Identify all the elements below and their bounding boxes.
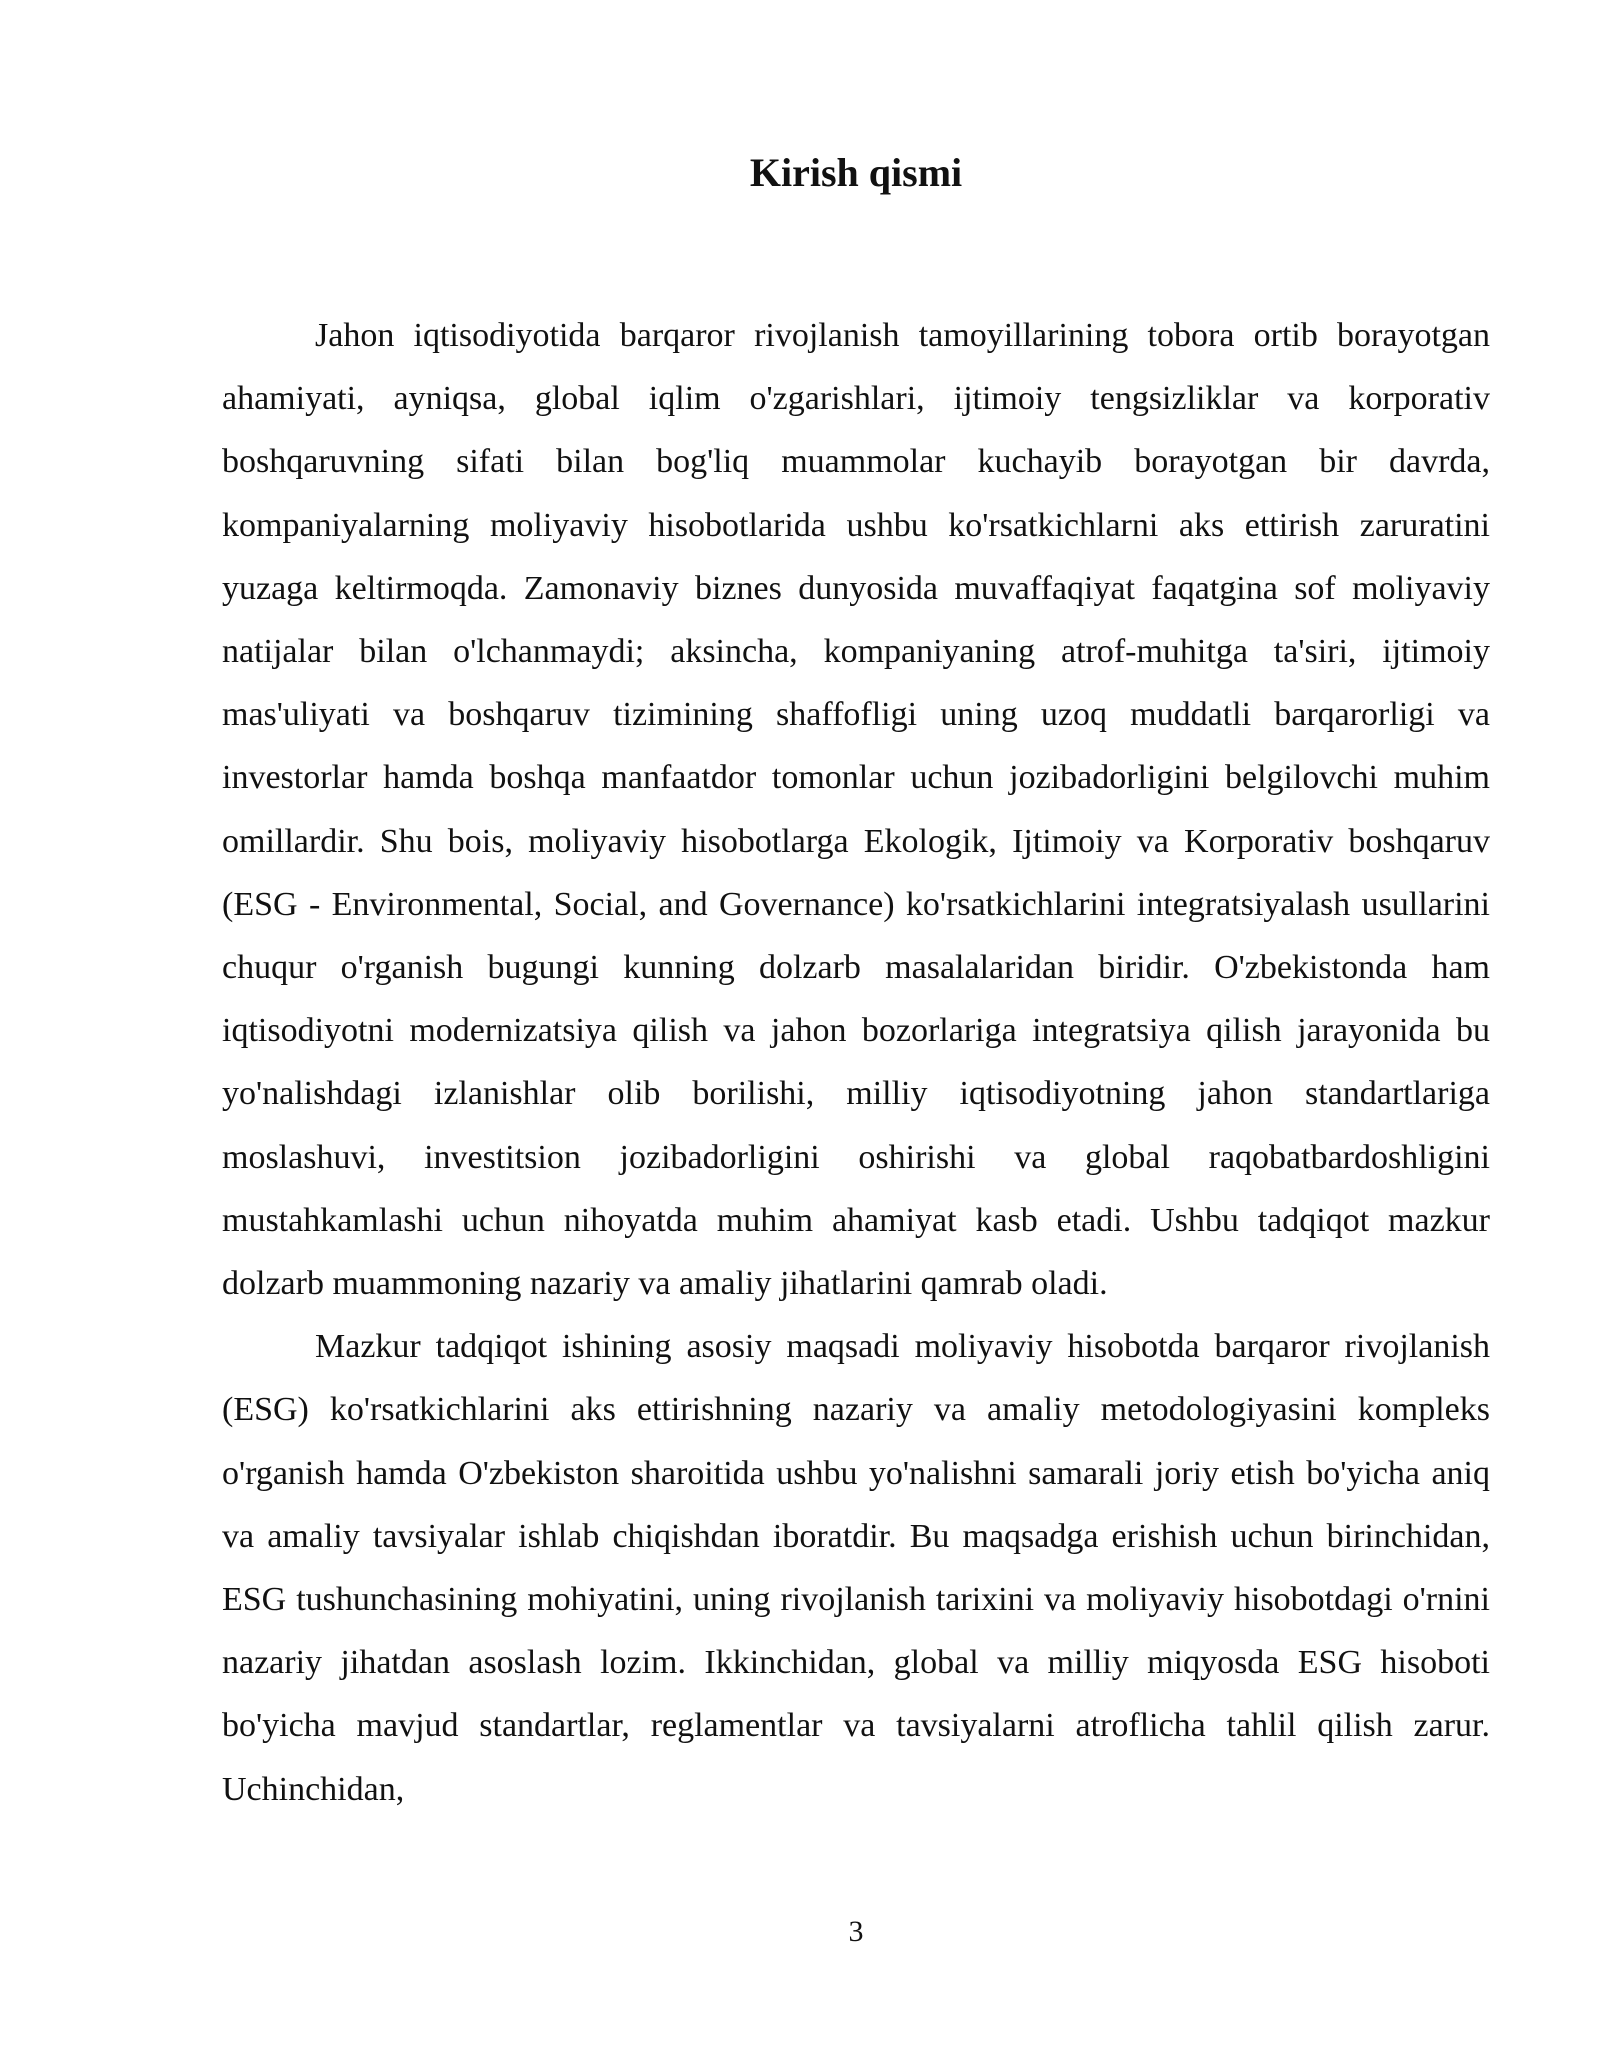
page-number: 3: [848, 1915, 864, 1948]
paragraph-aim: Mazkur tadqiqot ishining asosiy maqsadi moliyaviy hisobotda barqaror rivojlanish (ESG) ko'rsatkichlarini aks ettirishning nazariy va amaliy metodologiyasini kompleks o'rganish hamda O'zbekiston sharoitida ushbu yo'nalishni samarali joriy etish bo'yicha aniq va amaliy tavsiyalar ishlab chiqishdan iboratdir. Bu maqsadga erishish uchun birinchidan, ESG tushunchasining mohiyatini, uning rivojlanish tarixini va moliyaviy hisobotdagi o'rnini nazariy jihatdan asoslash lozim. Ikkinchidan, global va milliy miqyosda ESG hisoboti bo'yicha mavjud standartlar, reglamentlar va tavsiyalarni atroflicha tahlil qilish zarur. Uchinchidan,: [222, 1328, 1490, 1808]
paragraph-intro: Jahon iqtisodiyotida barqaror rivojlanish tamoyillarining tobora ortib borayotgan ahamiyati, ayniqsa, global iqlim o'zgarishlari, ijtimoiy tengsizliklar va korporativ boshqaruvning sifati bilan bog'liq muammolar kuchayib borayotgan bir davrda, kompaniyalarning moliyaviy hisobotlarida ushbu ko'rsatkichlarni aks ettirish zaruratini yuzaga keltirmoqda. Zamonaviy biznes dunyosida muvaffaqiyat faqatgina sof moliyaviy natijalar bilan o'lchanmaydi; aksincha, kompaniyaning atrof-muhitga ta'siri, ijtimoiy mas'uliyati va boshqaruv tizimining shaffofligi uning uzoq muddatli barqarorligi va investorlar hamda boshqa manfaatdor tomonlar uchun jozibadorligini belgilovchi muhim omillardir. Shu bois, moliyaviy hisobotlarga Ekologik, Ijtimoiy va Korporativ boshqaruv (ESG - Environmental, Social, and Governance) ko'rsatkichlarini integratsiyalash usullarini chuqur o'rganish bugungi kunning dolzarb masalalaridan biridir. O'zbekistonda ham iqtisodiyotni modernizatsiya qilish va jahon bozorlariga integratsiya qilish jarayonida bu yo'nalishdagi izlanishlar olib borilishi, milliy iqtisodiyotning jahon standartlariga moslashuvi, investitsion jozibadorligini oshirishi va global raqobatbardoshligini mustahkamlashi uchun nihoyatda muhim ahamiyat kasb etadi. Ushbu tadqiqot mazkur dolzarb muammoning nazariy va amaliy jihatlarini qamrab oladi.: [222, 317, 1490, 1303]
document-page: [222, 0, 1490, 2070]
body-text: [222, 304, 1490, 1821]
section-title: Kirish qismi: [749, 150, 963, 195]
